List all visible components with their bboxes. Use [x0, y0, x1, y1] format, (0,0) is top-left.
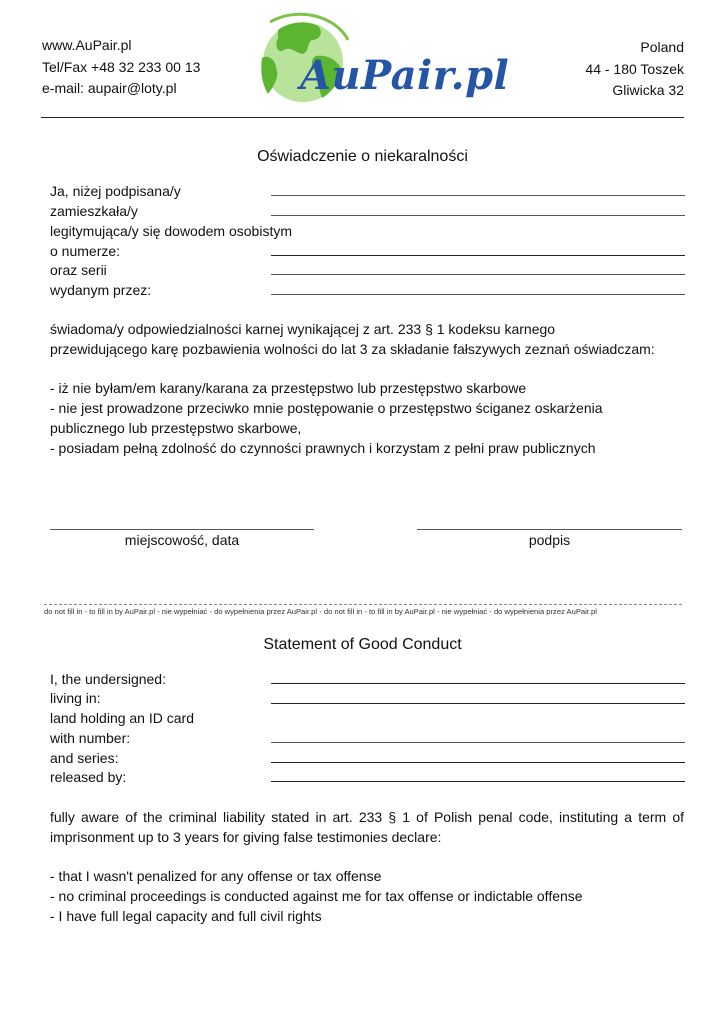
signer-name-field[interactable]	[271, 195, 685, 196]
field-label: o numerze:	[50, 243, 121, 259]
english-declarations	[50, 866, 684, 926]
declaration-item: - posiadam pełną zdolność do czynności prawnych i korzystam z pełni praw publicznych	[50, 440, 596, 456]
statement-line: świadoma/y odpowiedzialności karnej wynikającej z art. 233 § 1 kodeksu karnego	[50, 321, 556, 337]
signature-line[interactable]	[417, 529, 682, 530]
field-label: land holding an ID card	[50, 710, 194, 726]
postal-text: 44 - 180 Toszek	[585, 60, 684, 77]
residence-field[interactable]	[271, 215, 685, 216]
telfax-text: Tel/Fax +48 32 233 00 13	[42, 58, 201, 75]
field-label: I, the undersigned:	[50, 671, 166, 687]
declaration-item: - I have full legal capacity and full civil rights	[50, 908, 322, 924]
id-number-field[interactable]	[271, 742, 685, 743]
field-label: zamieszkała/y	[50, 203, 138, 219]
field-label: released by:	[50, 769, 127, 785]
polish-declarations	[50, 378, 684, 458]
contact-block	[42, 35, 200, 100]
residence-field[interactable]	[271, 703, 685, 704]
field-label: living in:	[50, 690, 101, 706]
english-statement: fully aware of the criminal liability stated in art. 233 § 1 of Polish penal code, instituting a term of imprisonment up to 3 years for giving false testimonies declare:	[50, 809, 684, 845]
field-label: and series:	[50, 750, 119, 766]
place-date-label: miejscowość, data	[124, 532, 240, 548]
declaration-item: - that I wasn't penalized for any offense or tax offense	[50, 868, 382, 884]
street-text: Gliwicka 32	[612, 82, 684, 98]
country-text: Poland	[640, 39, 684, 55]
polish-statement	[50, 319, 684, 359]
field-label: Ja, niżej podpisana/y	[50, 183, 181, 199]
issued-by-field[interactable]	[271, 781, 685, 782]
field-label: with number:	[50, 730, 131, 746]
website-text: www.AuPair.pl	[42, 37, 132, 53]
logo-text: AuPair.pl	[300, 52, 510, 99]
signature-label: podpis	[528, 532, 571, 548]
cut-line	[44, 604, 682, 605]
office-use-note: do not fill in - to fill in by AuPair.pl - nie wypełniać - do wypełnienia przez AuPair.pl - do not fill in - to fill in by AuPair.pl - nie wypełniać - do wypełnienia przez AuPair.pl	[44, 607, 597, 616]
declaration-item: - nie jest prowadzone przeciwko mnie postępowanie o przestępstwo ściganez oskarżenia publicznego lub przestępstwo skarbowe,	[50, 400, 603, 436]
polish-title: Oświadczenie o niekaralności	[257, 148, 468, 165]
place-date-line[interactable]	[50, 529, 314, 530]
field-label: legitymująca/y się dowodem osobistym	[50, 223, 292, 239]
id-series-field[interactable]	[271, 762, 685, 763]
english-title: Statement of Good Conduct	[263, 636, 462, 653]
email-text: e-mail: aupair@loty.pl	[42, 80, 177, 96]
signer-name-field[interactable]	[271, 683, 685, 684]
header-divider	[41, 117, 684, 118]
id-series-field[interactable]	[271, 274, 685, 275]
declaration-item: - iż nie byłam/em karany/karana za przestępstwo lub przestępstwo skarbowe	[50, 380, 527, 396]
field-label: wydanym przez:	[50, 282, 152, 298]
address-block	[585, 37, 684, 102]
issued-by-field[interactable]	[271, 294, 685, 295]
declaration-item: - no criminal proceedings is conducted against me for tax offense or indictable offense	[50, 888, 583, 904]
field-label: oraz serii	[50, 262, 107, 278]
id-number-field[interactable]	[271, 255, 685, 256]
statement-line: przewidującego karę pozbawienia wolności do lat 3 za składanie fałszywych zeznań oświadczam:	[50, 341, 655, 357]
